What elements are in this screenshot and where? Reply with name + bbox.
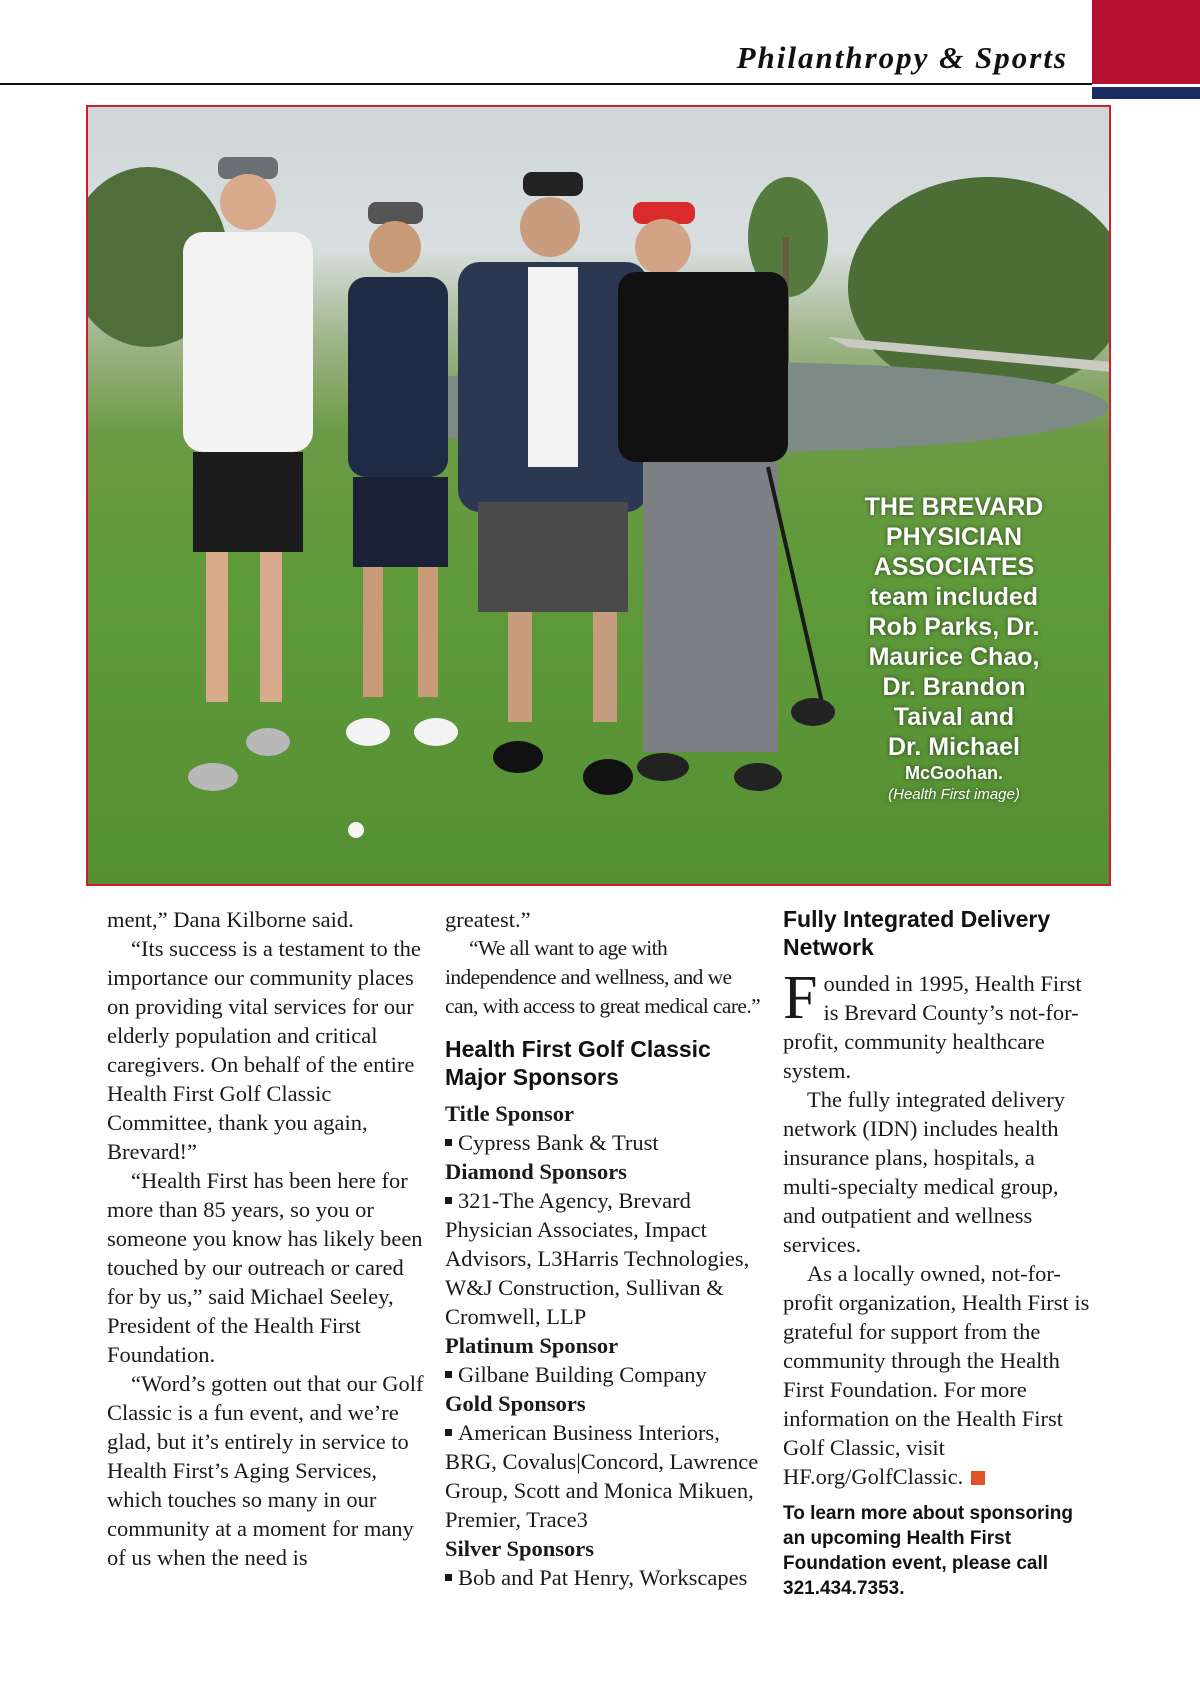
paragraph	[783, 1259, 1093, 1491]
drop-cap: F	[783, 964, 818, 1032]
paragraph: The fully integrated delivery network (IDN) includes health insurance plans, hospitals, a multi-specialty medical group, and outpatient and wellness services.	[783, 1087, 1066, 1257]
sponsors-heading: Health First Golf Classic Major Sponsors	[445, 1036, 711, 1090]
sponsor-tier-label: Silver Sponsors	[445, 1536, 594, 1561]
paragraph: ment,” Dana Kilborne said.	[107, 907, 354, 932]
caption-line: Maurice Chao,	[868, 643, 1040, 671]
paragraph: “We all want to age with independence and wellness, and we can, with access to great medical care.”	[445, 936, 761, 1018]
sponsor-tier-label: Diamond Sponsors	[445, 1159, 627, 1184]
sponsor-list	[445, 1563, 765, 1592]
paragraph: “Health First has been here for more than 85 years, so you or someone you know has likely been touched by our outreach or cared for by us,” said Michael Seeley, President of the Health First Foundation.	[107, 1168, 423, 1367]
sponsor-names: Cypress Bank & Trust	[458, 1130, 659, 1155]
header-red-block	[1092, 0, 1200, 84]
golf-team-photo	[86, 105, 1111, 886]
caption-last-line: McGoohan.	[905, 763, 1003, 783]
caption-line: Dr. Michael	[888, 733, 1020, 761]
sponsor-names: 321-The Agency, Brevard Physician Associates, Impact Advisors, L3Harris Technologies, W&J Construction, Sullivan & Cromwell, LLP	[445, 1188, 750, 1329]
article-column-3	[783, 905, 1093, 1601]
sponsor-list	[445, 1360, 765, 1389]
article-column-1	[107, 905, 427, 1572]
sponsorship-call-to-action: To learn more about sponsoring an upcoming Health First Foundation event, please call 321.434.7353.	[783, 1503, 1073, 1599]
paragraph: “Its success is a testament to the importance our community places on providing vital services for our elderly population and critical caregivers. On behalf of the entire Health First Golf Classic Committee, thank you again, Brevard!”	[107, 936, 421, 1164]
idn-heading: Fully Integrated Delivery Network	[783, 906, 1051, 960]
section-title: Philanthropy & Sports	[736, 40, 1068, 75]
caption-line: Dr. Brandon	[882, 673, 1026, 701]
paragraph: “Word’s gotten out that our Golf Classic is a fun event, and we’re glad, but it’s entirely in service to Health First’s Aging Services, which touches so many in our community at a moment for many of us when the need is	[107, 1371, 424, 1570]
header-navy-bar	[1092, 87, 1200, 99]
sponsor-list	[445, 1128, 765, 1157]
sponsor-tier-label: Gold Sponsors	[445, 1391, 586, 1416]
sponsor-tier-label: Platinum Sponsor	[445, 1333, 619, 1358]
bullet-square-icon	[445, 1139, 452, 1146]
header-rule	[0, 83, 1092, 85]
caption-line: THE BREVARD	[864, 493, 1044, 521]
sponsor-names: Gilbane Building Company	[458, 1362, 707, 1387]
article-column-2	[445, 905, 765, 1592]
sponsor-list	[445, 1186, 765, 1331]
paragraph	[783, 964, 1093, 1085]
bullet-square-icon	[445, 1429, 452, 1436]
sponsor-list	[445, 1418, 765, 1534]
bullet-square-icon	[445, 1371, 452, 1378]
caption-line: Taival and	[893, 703, 1015, 731]
paragraph-text: As a locally owned, not-for-profit organization, Health First is grateful for support from the community through the Health First Foundation. For more information on the Health First Golf Classic, visit HF.org/GolfClassic.	[783, 1261, 1090, 1489]
bullet-square-icon	[445, 1574, 452, 1581]
end-of-article-icon	[971, 1471, 985, 1485]
photo-caption	[839, 492, 1069, 803]
caption-line: Rob Parks, Dr.	[868, 613, 1040, 641]
bullet-square-icon	[445, 1197, 452, 1204]
caption-line: team included	[869, 583, 1039, 611]
paragraph: greatest.”	[445, 907, 531, 932]
sponsor-names: Bob and Pat Henry, Workscapes	[458, 1565, 748, 1590]
sponsor-names: American Business Interiors, BRG, Covalus|Concord, Lawrence Group, Scott and Monica Mikuen, Premier, Trace3	[445, 1420, 759, 1532]
paragraph-text: ounded in 1995, Health First is Brevard County’s not-for-profit, community healthcare system.	[783, 971, 1082, 1083]
caption-line: ASSOCIATES	[873, 553, 1035, 581]
photo-credit: (Health First image)	[888, 786, 1020, 803]
sponsor-tier-label: Title Sponsor	[445, 1101, 574, 1126]
caption-line: PHYSICIAN	[885, 523, 1023, 551]
